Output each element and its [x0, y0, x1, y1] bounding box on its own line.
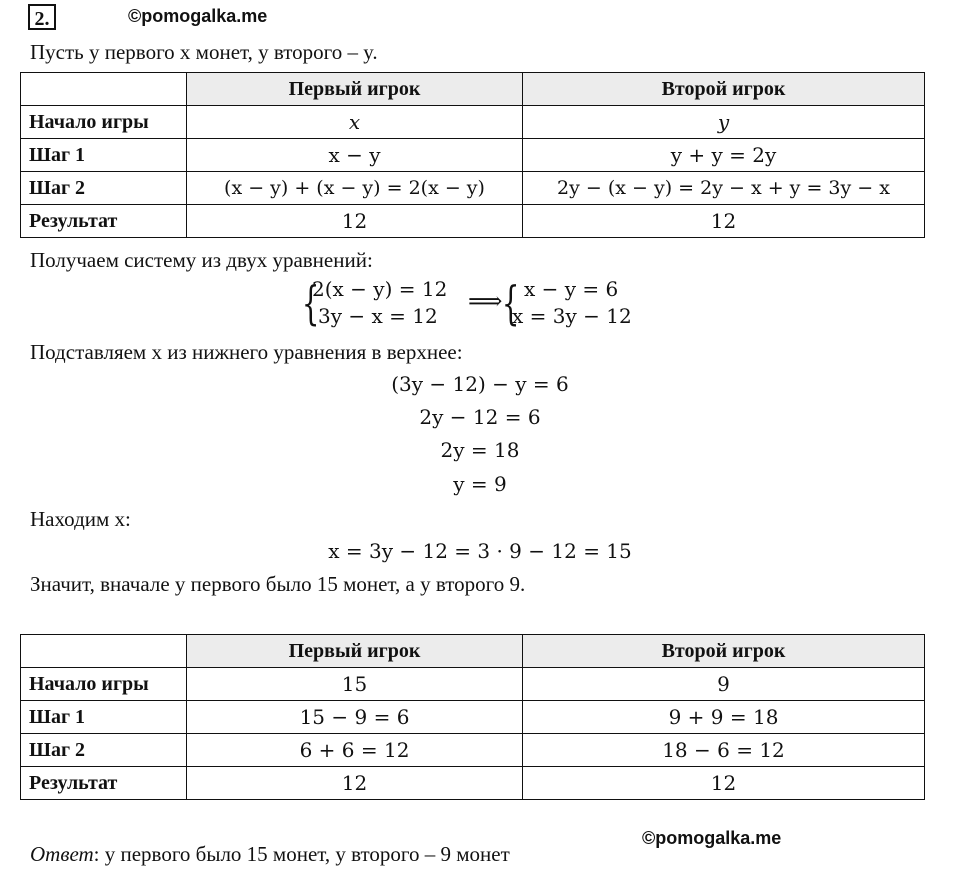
table-row [21, 172, 925, 205]
substitute-intro-text: Подставляем x из нижнего уравнения в верхнее: [30, 340, 463, 364]
row-label: Результат [21, 767, 187, 800]
intro-text: Пусть у первого x монет, у второго – y. [30, 40, 378, 64]
cell-second-player: 18 − 6 = 12 [523, 734, 925, 767]
x-calculation: x = 3y − 12 = 3 · 9 − 12 = 15 [328, 539, 632, 563]
solution-step: y = 9 [453, 472, 507, 496]
cell-first-player: 15 − 9 = 6 [187, 701, 523, 734]
column-header-first-player: Первый игрок [187, 635, 523, 668]
system-left-eq-2: 3y − x = 12 [318, 304, 438, 328]
system-left-eq-1: 2(x − y) = 12 [312, 277, 448, 301]
table-header-row [21, 635, 925, 668]
equation-system [300, 276, 660, 336]
table-corner-cell [21, 73, 187, 106]
watermark-bottom: ©pomogalka.me [642, 828, 782, 848]
answer-line [30, 842, 510, 867]
row-label: Шаг 2 [21, 172, 187, 205]
column-header-second-player: Второй игрок [523, 635, 925, 668]
cell-second-player: 9 [523, 668, 925, 701]
row-label: Начало игры [21, 106, 187, 139]
table-row [21, 106, 925, 139]
problem-number: 2. [28, 4, 56, 30]
column-header-first-player: Первый игрок [187, 73, 523, 106]
answer-label: Ответ [30, 842, 94, 866]
watermark-top: ©pomogalka.me [128, 6, 268, 26]
row-label: Начало игры [21, 668, 187, 701]
table-check [20, 634, 925, 800]
solution-step: 2y − 12 = 6 [419, 405, 541, 429]
table-row [21, 734, 925, 767]
implies-arrow: ⟹ [468, 287, 503, 315]
system-right-eq-1: x − y = 6 [524, 277, 619, 301]
cell-second-player: y + y = 2y [523, 139, 925, 172]
table-first [20, 72, 925, 238]
cell-first-player: 15 [187, 668, 523, 701]
table-row [21, 767, 925, 800]
table-row [21, 668, 925, 701]
right-brace-icon: { [501, 276, 520, 330]
system-right-eq-2: x = 3y − 12 [512, 304, 632, 328]
cell-first-player: x − y [187, 139, 523, 172]
cell-second-player: 12 [523, 205, 925, 238]
row-label: Шаг 2 [21, 734, 187, 767]
cell-first-player: 12 [187, 767, 523, 800]
cell-second-player: 9 + 9 = 18 [523, 701, 925, 734]
cell-second-player: 12 [523, 767, 925, 800]
cell-second-player: 2y − (x − y) = 2y − x + y = 3y − x [523, 172, 925, 205]
cell-first-player: 6 + 6 = 12 [187, 734, 523, 767]
table-header-row [21, 73, 925, 106]
row-label: Шаг 1 [21, 139, 187, 172]
row-label: Шаг 1 [21, 701, 187, 734]
column-header-second-player: Второй игрок [523, 73, 925, 106]
conclusion-text: Значит, вначале у первого было 15 монет, а у второго 9. [30, 572, 526, 596]
solution-step: (3y − 12) − y = 6 [391, 372, 569, 396]
cell-first-player: (x − y) + (x − y) = 2(x − y) [187, 172, 523, 205]
row-label: Результат [21, 205, 187, 238]
cell-second-player: y [523, 106, 925, 139]
table-row [21, 205, 925, 238]
system-intro-text: Получаем систему из двух уравнений: [30, 248, 373, 272]
solution-step: 2y = 18 [440, 438, 520, 462]
cell-first-player: 12 [187, 205, 523, 238]
table-row [21, 701, 925, 734]
find-x-text: Находим x: [30, 507, 131, 531]
left-brace-icon: { [301, 276, 320, 330]
table-corner-cell [21, 635, 187, 668]
answer-text: : у первого было 15 монет, у второго – 9 монет [93, 842, 510, 866]
table-row [21, 139, 925, 172]
cell-first-player: x [187, 106, 523, 139]
